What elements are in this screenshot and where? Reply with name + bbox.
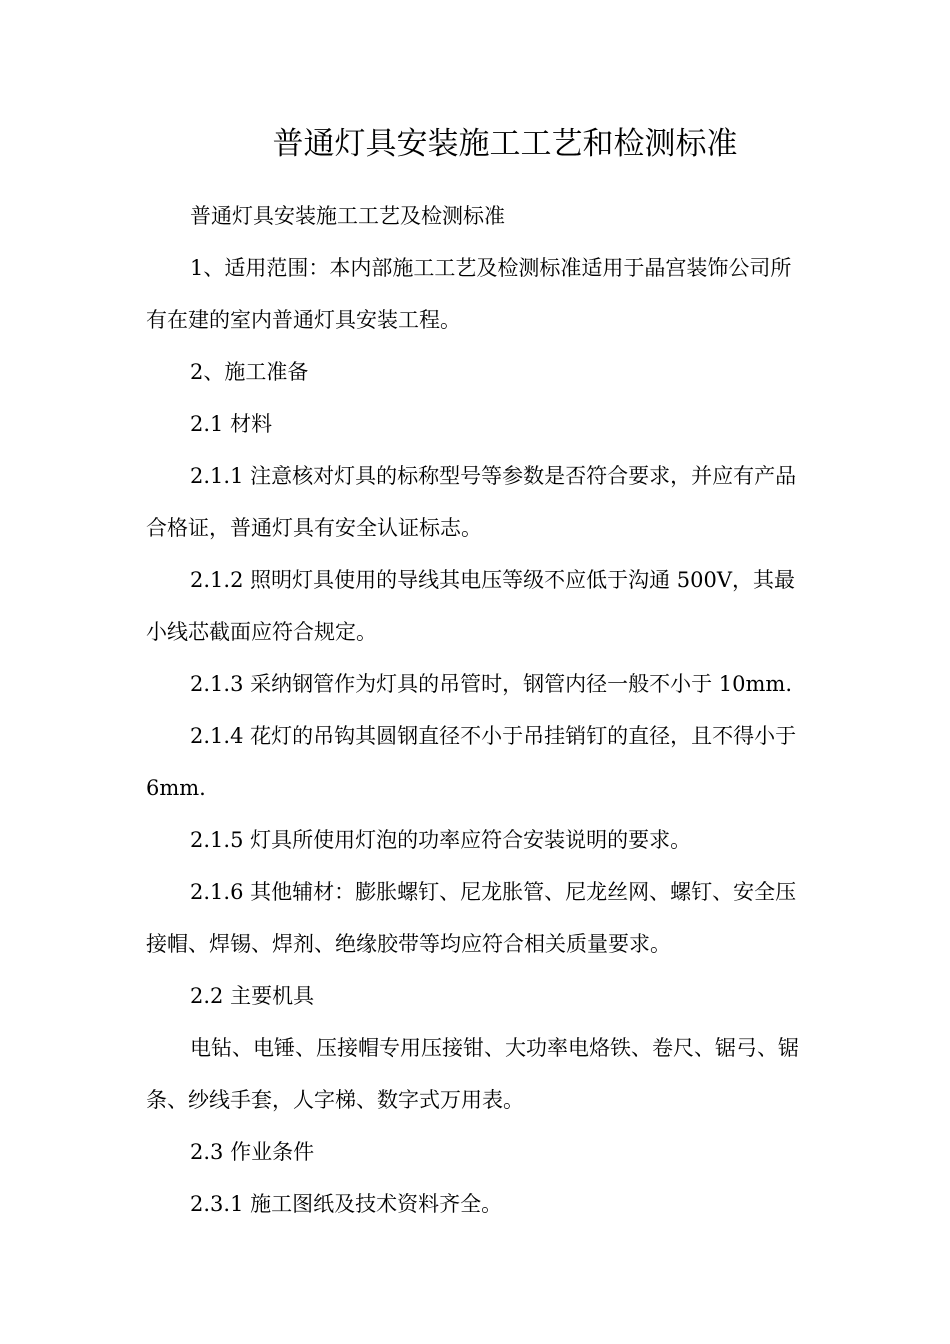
paragraph: 2.1.4 花灯的吊钩其圆钢直径不小于吊挂销钉的直径，且不得小于 6mm. [146, 724, 797, 800]
paragraph: 电钻、电锤、压接帽专用压接钳、大功率电烙铁、卷尺、锯弓、锯条、纱线手套，人字梯、数字式万用表。 [146, 1036, 799, 1112]
paragraph: 2.1 材料 [190, 412, 273, 436]
paragraph: 2.1.5 灯具所使用灯泡的功率应符合安装说明的要求。 [190, 828, 692, 852]
document-body [146, 190, 806, 1230]
paragraph: 2.1.6 其他辅材：膨胀螺钉、尼龙胀管、尼龙丝网、螺钉、安全压接帽、焊锡、焊剂、绝缘胶带等均应符合相关质量要求。 [146, 880, 797, 956]
document-title: 普通灯具安装施工工艺和检测标准 [272, 126, 738, 162]
paragraph: 2.3 作业条件 [190, 1140, 315, 1164]
paragraph: 1、适用范围：本内部施工工艺及检测标准适用于晶宫装饰公司所有在建的室内普通灯具安装工程。 [146, 256, 792, 332]
paragraph: 2.1.1 注意核对灯具的标称型号等参数是否符合要求，并应有产品合格证，普通灯具有安全认证标志。 [146, 464, 797, 540]
paragraph: 2.3.1 施工图纸及技术资料齐全。 [190, 1192, 503, 1216]
paragraph: 普通灯具安装施工工艺及检测标准 [190, 204, 505, 228]
paragraph: 2.1.3 采纳钢管作为灯具的吊管时，钢管内径一般不小于 10mm. [190, 672, 793, 696]
paragraph: 2.1.2 照明灯具使用的导线其电压等级不应低于沟通 500V，其最小线芯截面应符合规定。 [146, 568, 796, 644]
paragraph: 2.2 主要机具 [190, 984, 315, 1008]
paragraph: 2、施工准备 [190, 360, 309, 384]
